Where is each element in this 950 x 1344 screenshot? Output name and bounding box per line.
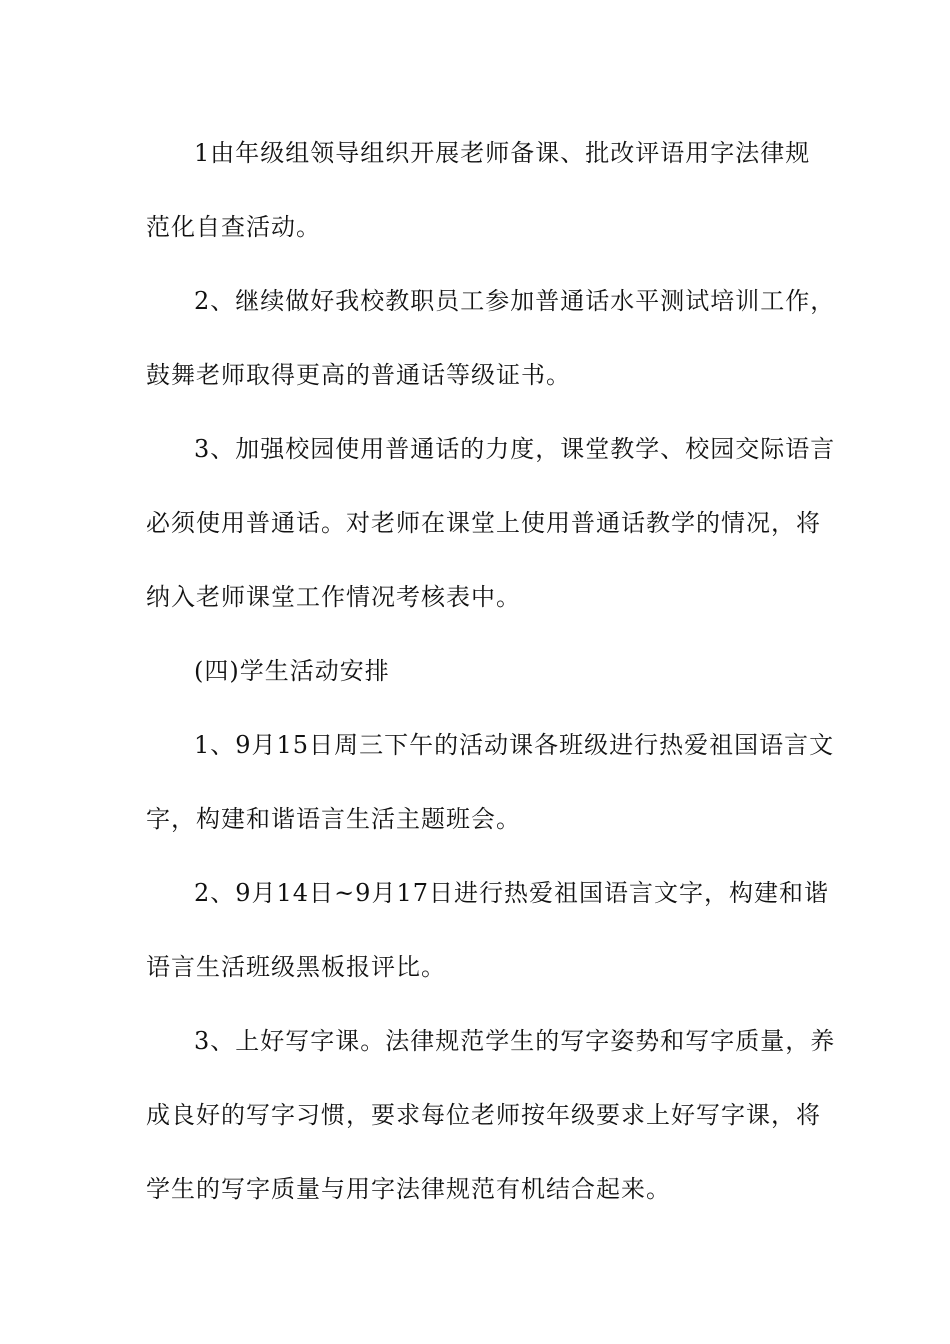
paragraph-line: 3、上好写字课。法律规范学生的写字姿势和写字质量，养 [194,1027,836,1055]
paragraph-line: 字，构建和谐语言生活主题班会。 [146,805,521,833]
paragraph-line: 1由年级组领导组织开展老师备课、批改评语用字法律规 [194,139,811,167]
paragraph-line: 必须使用普通话。对老师在课堂上使用普通话教学的情况，将 [146,509,821,537]
section-heading: (四)学生活动安排 [194,657,390,685]
paragraph-line: 2、9月14日~9月17日进行热爱祖国语言文字，构建和谐 [194,879,829,907]
paragraph-line: 1、9月15日周三下午的活动课各班级进行热爱祖国语言文 [194,731,835,759]
paragraph-line: 范化自查活动。 [146,213,321,241]
paragraph-line: 纳入老师课堂工作情况考核表中。 [146,583,521,611]
paragraph-line: 2、继续做好我校教职员工参加普通话水平测试培训工作， [194,287,836,315]
paragraph-line: 鼓舞老师取得更高的普通话等级证书。 [146,361,571,389]
paragraph-line: 语言生活班级黑板报评比。 [146,953,446,981]
paragraph-line: 学生的写字质量与用字法律规范有机结合起来。 [146,1175,671,1203]
paragraph-line: 成良好的写字习惯，要求每位老师按年级要求上好写字课，将 [146,1101,821,1129]
paragraph-line: 3、加强校园使用普通话的力度，课堂教学、校园交际语言 [194,435,836,463]
